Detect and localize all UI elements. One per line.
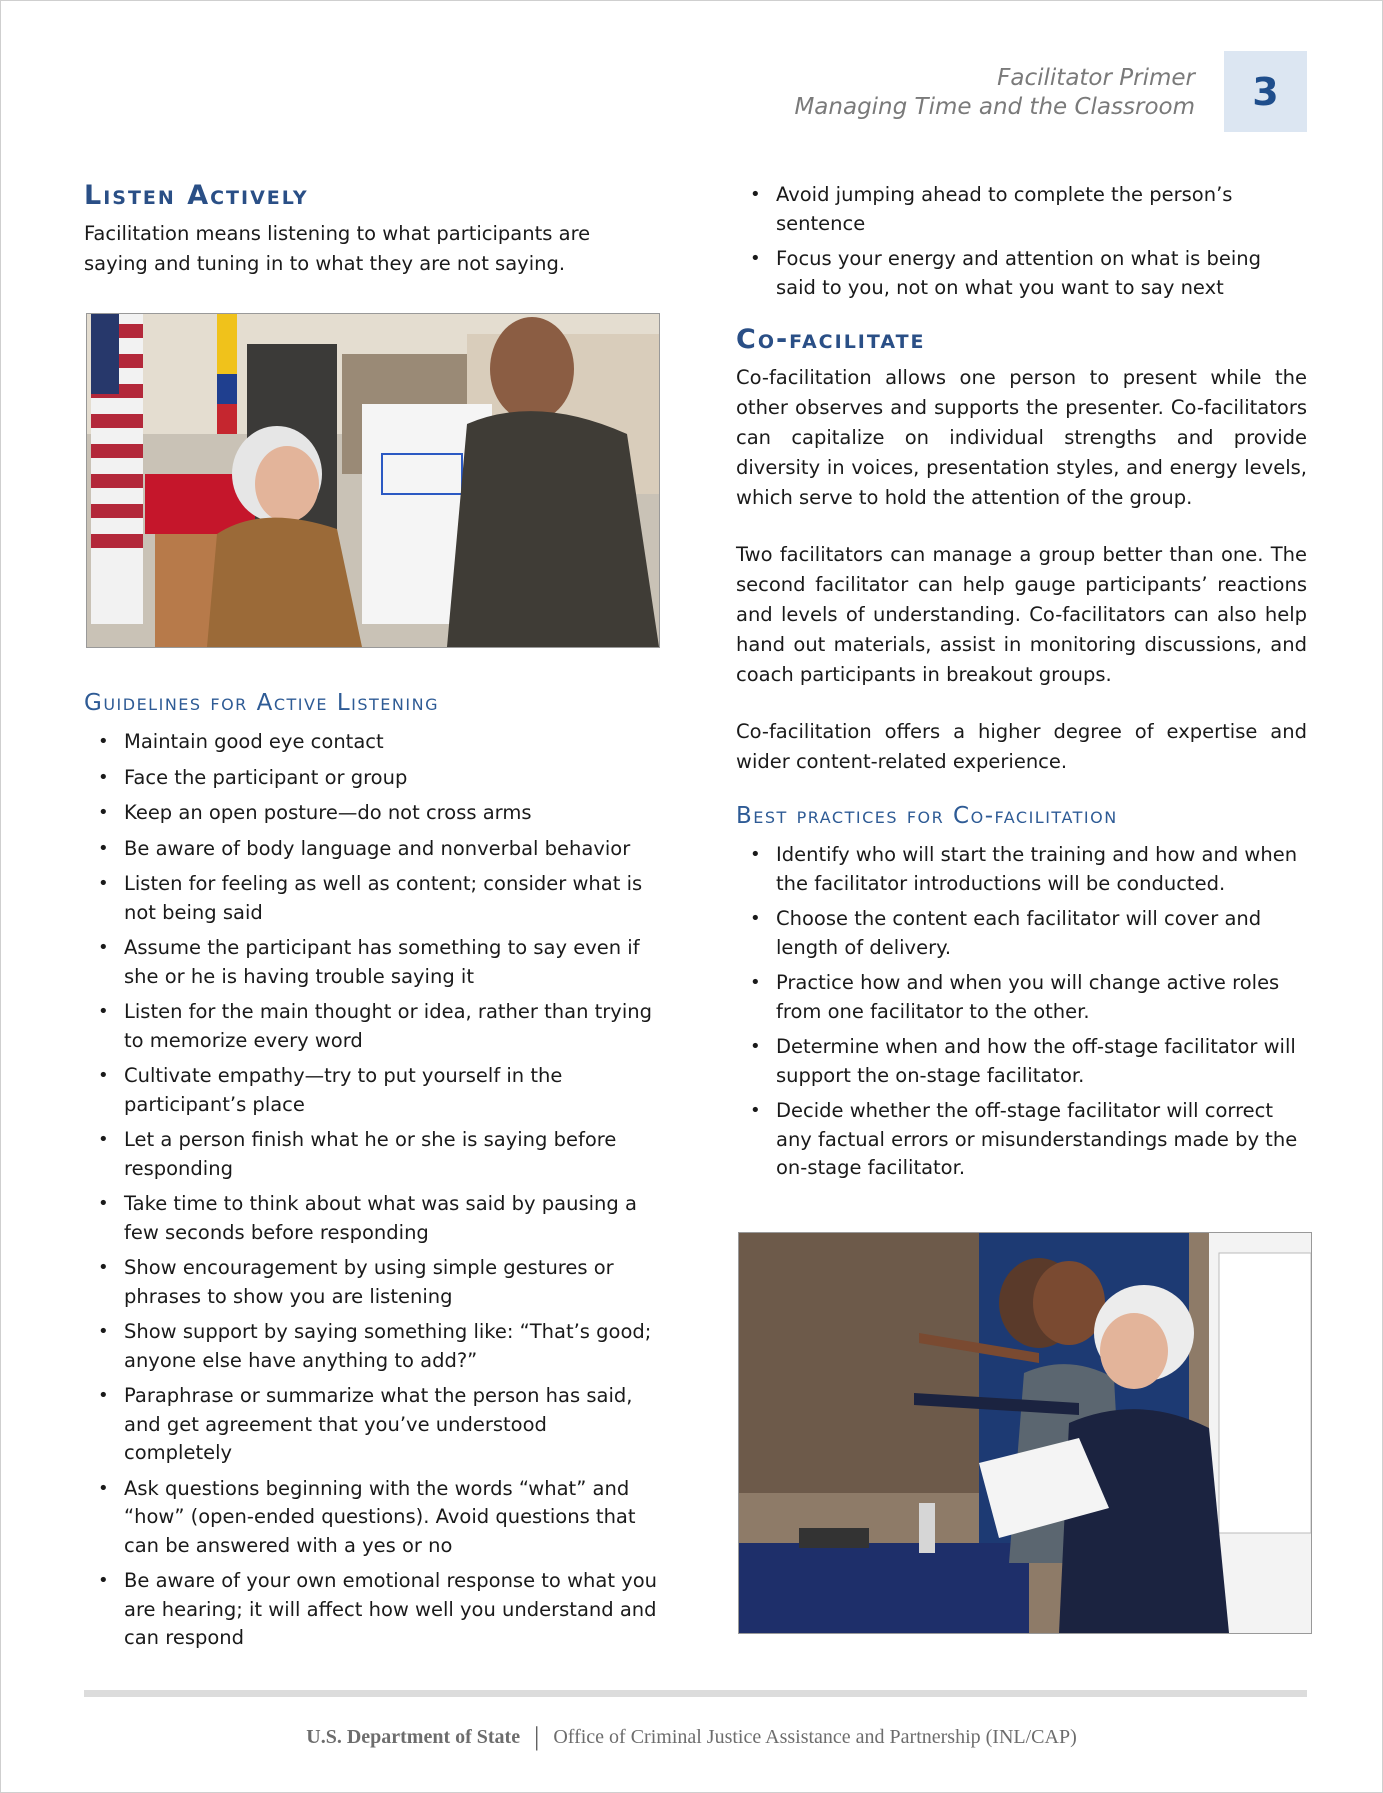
footer: [0, 1722, 1383, 1752]
list-item: • Identify who will start the training and how and when the facilitator introductions will be conducted.: [776, 841, 1307, 898]
left-column: [84, 180, 660, 279]
photo-active-listening: [86, 313, 660, 648]
photo-active-listening-image: [87, 314, 659, 647]
list-item: • Cultivate empathy—try to put yourself in the participant’s place: [124, 1062, 660, 1119]
footer-rule: [84, 1690, 1307, 1697]
list-item: • Be aware of your own emotional response to what you are hearing; it will affect how well you understand and can respond: [124, 1567, 660, 1653]
list-item: • Practice how and when you will change active roles from one facilitator to the other.: [776, 969, 1307, 1026]
list-item: • Show encouragement by using simple gestures or phrases to show you are listening: [124, 1254, 660, 1311]
footer-separator: |: [534, 1722, 540, 1751]
list-item: • Take time to think about what was said by pausing a few seconds before responding: [124, 1190, 660, 1247]
list-item: • Ask questions beginning with the words “what” and “how” (open-ended questions). Avoid questions that can be answered with a yes or no: [124, 1475, 660, 1561]
list-item: • Keep an open posture—do not cross arms: [124, 799, 660, 828]
list-item: • Maintain good eye contact: [124, 728, 660, 757]
list-item: • Decide whether the off-stage facilitator will correct any factual errors or misunderstandings made by the on-stage facilitator.: [776, 1097, 1307, 1183]
listen-actively-paragraph: Facilitation means listening to what participants are saying and tuning in to what they are not saying.: [84, 222, 591, 275]
guidelines-section: [84, 690, 660, 1660]
list-item: • Assume the participant has something to say even if she or he is having trouble saying it: [124, 934, 660, 991]
running-header: [794, 64, 1195, 122]
list-item: • Paraphrase or summarize what the person has said, and get agreement that you’ve understood completely: [124, 1382, 660, 1468]
co-facilitate-paragraph-2: Two facilitators can manage a group better than one. The second facilitator can help gauge participants’ reactions and levels of understanding. Co-facilitators can also help hand out materials, assist in monitoring discussions, and coach participants in breakout groups.: [736, 543, 1307, 686]
best-practices-list: [736, 841, 1307, 1183]
co-facilitate-heading: Co-facilitate: [736, 324, 926, 355]
listen-actively-heading: Listen Actively: [84, 180, 309, 211]
co-facilitate-paragraph-3: Co-facilitation offers a higher degree of expertise and wider content-related experience.: [736, 720, 1307, 773]
list-item: • Show support by saying something like: “That’s good; anyone else have anything to add?”: [124, 1318, 660, 1375]
list-item: • Choose the content each facilitator will cover and length of delivery.: [776, 905, 1307, 962]
co-facilitate-paragraph-1: Co-facilitation allows one person to present while the other observes and supports the presenter. Co-facilitators can capitalize on individual strengths and provide diversity in voices, presentation styles, and energy levels, which serve to hold the attention of the group.: [736, 366, 1307, 509]
right-column: [736, 181, 1307, 1190]
list-item: • Listen for the main thought or idea, rather than trying to memorize every word: [124, 998, 660, 1055]
header-doc-title: Facilitator Primer: [997, 65, 1195, 91]
continued-listening-list: [736, 181, 1307, 302]
guidelines-heading: Guidelines for Active Listening: [84, 690, 439, 716]
list-item: • Avoid jumping ahead to complete the person’s sentence: [776, 181, 1307, 238]
best-practices-heading: Best practices for Co-facilitation: [736, 803, 1118, 829]
header-chapter-title: Managing Time and the Classroom: [794, 94, 1195, 120]
page-number: 3: [1224, 51, 1307, 132]
list-item: • Determine when and how the off-stage facilitator will support the on-stage facilitator.: [776, 1033, 1307, 1090]
list-item: • Be aware of body language and nonverbal behavior: [124, 835, 660, 864]
footer-office: Office of Criminal Justice Assistance and Partnership (INL/CAP): [553, 1726, 1077, 1748]
list-item: • Face the participant or group: [124, 764, 660, 793]
guidelines-list: [84, 728, 660, 1653]
photo-co-facilitation-image: [739, 1233, 1311, 1633]
list-item: • Listen for feeling as well as content; consider what is not being said: [124, 870, 660, 927]
list-item: • Focus your energy and attention on what is being said to you, not on what you want to say next: [776, 245, 1307, 302]
list-item: • Let a person finish what he or she is saying before responding: [124, 1126, 660, 1183]
photo-co-facilitation: [738, 1232, 1312, 1634]
footer-department: U.S. Department of State: [306, 1726, 521, 1748]
